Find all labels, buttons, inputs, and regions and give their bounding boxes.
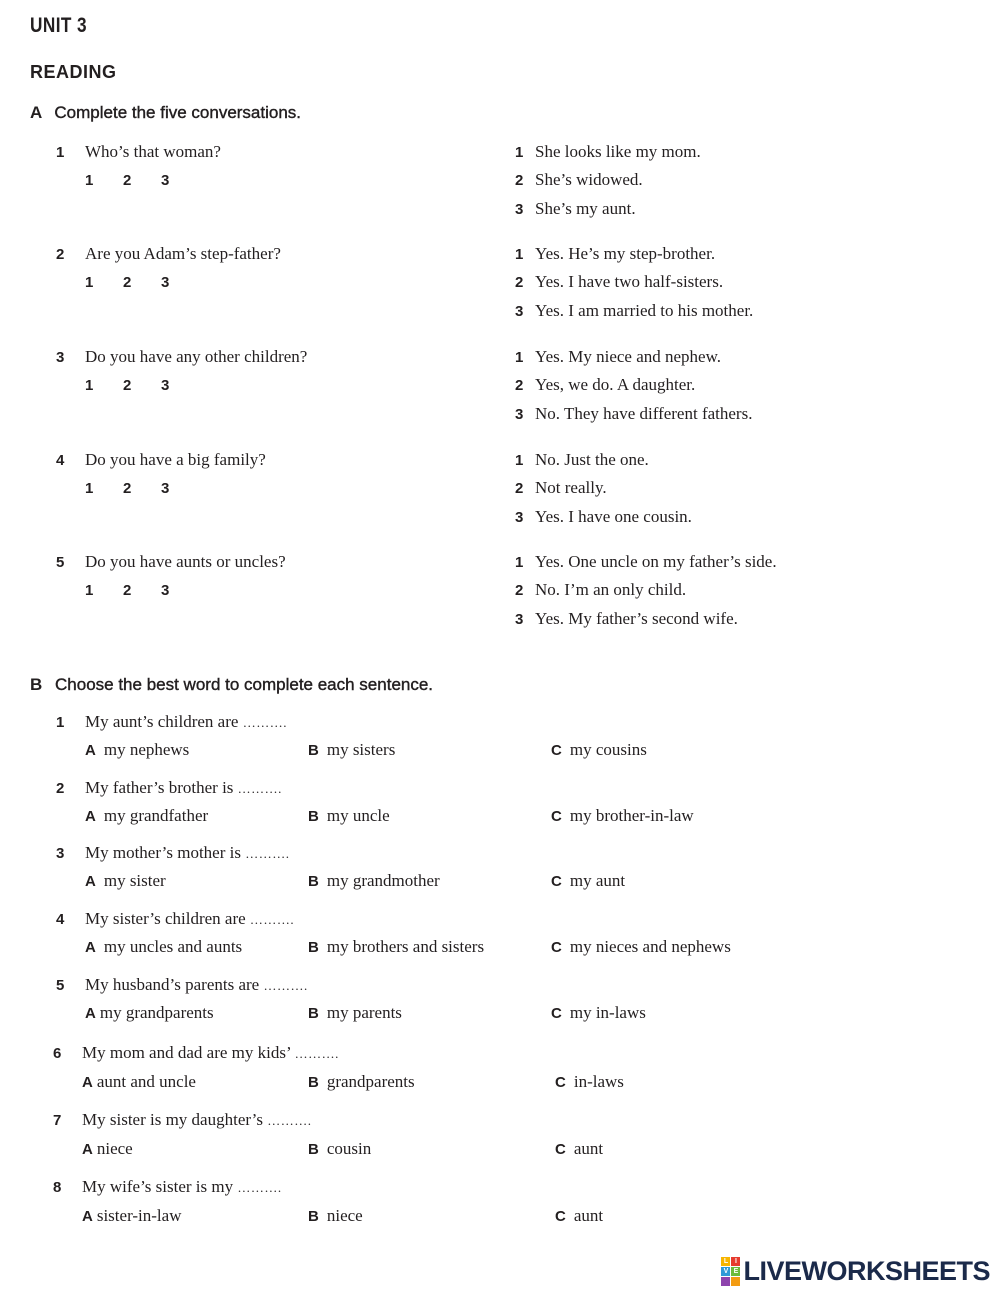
logo-icon bbox=[721, 1257, 740, 1286]
choice-1[interactable]: 1 bbox=[85, 172, 94, 189]
option-a[interactable]: A my grandparents bbox=[85, 1003, 214, 1022]
choice-3[interactable]: 3 bbox=[161, 480, 170, 497]
item-number: 2 bbox=[56, 780, 65, 797]
part-a-heading bbox=[30, 103, 301, 123]
answer-text: Yes. My father’s second wife. bbox=[535, 609, 738, 628]
item-number: 6 bbox=[53, 1045, 62, 1062]
answer-text: No. Just the one. bbox=[535, 450, 649, 469]
blank[interactable]: ………. bbox=[242, 715, 287, 730]
answer-text: Yes. I am married to his mother. bbox=[535, 301, 754, 320]
option-b[interactable]: B my uncle bbox=[308, 806, 390, 825]
option-b[interactable]: B my parents bbox=[308, 1003, 402, 1022]
option-b[interactable]: B grandparents bbox=[308, 1072, 415, 1091]
answer-text: Yes. My niece and nephew. bbox=[535, 347, 722, 366]
option-a[interactable]: A aunt and uncle bbox=[82, 1072, 196, 1091]
option-a[interactable]: A my sister bbox=[85, 871, 166, 890]
answer-number: 3 bbox=[515, 509, 524, 526]
answer-text: She’s my aunt. bbox=[535, 199, 636, 218]
answer-text: No. I’m an only child. bbox=[535, 580, 687, 599]
answer-text: She’s widowed. bbox=[535, 170, 643, 189]
item-number: 3 bbox=[56, 349, 65, 366]
sentence-text: My father’s brother is ………. bbox=[85, 778, 282, 797]
question-text: Who’s that woman? bbox=[85, 142, 221, 161]
answer-text: Yes. I have two half-sisters. bbox=[535, 272, 724, 291]
blank[interactable]: ………. bbox=[294, 1046, 339, 1061]
logo-tile: E bbox=[731, 1267, 740, 1276]
sentence-text: My mother’s mother is ………. bbox=[85, 843, 290, 862]
answer-number: 1 bbox=[515, 349, 524, 366]
answer-number: 2 bbox=[515, 582, 524, 599]
blank[interactable]: ………. bbox=[263, 978, 308, 993]
blank[interactable]: ………. bbox=[245, 846, 290, 861]
item-number: 1 bbox=[56, 714, 65, 731]
logo-tile bbox=[721, 1277, 730, 1286]
part-b-instruction: Choose the best word to complete each sentence. bbox=[55, 675, 434, 694]
sentence-text: My husband’s parents are ………. bbox=[85, 975, 308, 994]
logo-tile: L bbox=[721, 1257, 730, 1266]
answer-text: Yes, we do. A daughter. bbox=[535, 375, 696, 394]
unit-title: UNIT 3 bbox=[30, 14, 88, 37]
sentence-text: My mom and dad are my kids’ ………. bbox=[82, 1043, 339, 1062]
part-b-heading bbox=[30, 675, 433, 695]
answer-text: Yes. I have one cousin. bbox=[535, 507, 692, 526]
sentence-text: My aunt’s children are ………. bbox=[85, 712, 287, 731]
item-number: 5 bbox=[56, 554, 65, 571]
answer-number: 3 bbox=[515, 611, 524, 628]
choice-2[interactable]: 2 bbox=[123, 480, 132, 497]
question-text: Do you have aunts or uncles? bbox=[85, 552, 286, 571]
option-c[interactable]: C my aunt bbox=[551, 871, 626, 890]
option-c[interactable]: C aunt bbox=[555, 1139, 604, 1158]
item-number: 8 bbox=[53, 1179, 62, 1196]
section-title: READING bbox=[30, 62, 117, 82]
option-c[interactable]: C my brother-in-law bbox=[551, 806, 694, 825]
option-b[interactable]: B cousin bbox=[308, 1139, 372, 1158]
choice-2[interactable]: 2 bbox=[123, 582, 132, 599]
item-number: 4 bbox=[56, 911, 65, 928]
choice-numbers bbox=[85, 274, 169, 292]
choice-3[interactable]: 3 bbox=[161, 582, 170, 599]
choice-3[interactable]: 3 bbox=[161, 172, 170, 189]
blank[interactable]: ………. bbox=[267, 1113, 312, 1128]
answer-number: 3 bbox=[515, 406, 524, 423]
blank[interactable]: ………. bbox=[237, 781, 282, 796]
answer-number: 3 bbox=[515, 201, 524, 218]
part-b-letter: B bbox=[30, 675, 43, 694]
choice-numbers bbox=[85, 480, 169, 498]
choice-1[interactable]: 1 bbox=[85, 377, 94, 394]
answer-number: 1 bbox=[515, 554, 524, 571]
item-number: 4 bbox=[56, 452, 65, 469]
logo-tile: I bbox=[731, 1257, 740, 1266]
sentence-text: My sister’s children are ………. bbox=[85, 909, 295, 928]
item-number: 2 bbox=[56, 246, 65, 263]
choice-3[interactable]: 3 bbox=[161, 377, 170, 394]
option-a[interactable]: A my uncles and aunts bbox=[85, 937, 243, 956]
choice-2[interactable]: 2 bbox=[123, 377, 132, 394]
answer-text: Yes. One uncle on my father’s side. bbox=[535, 552, 777, 571]
question-text: Do you have a big family? bbox=[85, 450, 266, 469]
logo-tile: V bbox=[721, 1267, 730, 1276]
choice-numbers bbox=[85, 582, 169, 600]
answer-number: 1 bbox=[515, 452, 524, 469]
option-c[interactable]: C in-laws bbox=[555, 1072, 624, 1091]
logo-text: LIVEWORKSHEETS bbox=[743, 1256, 990, 1286]
answer-text: Yes. He’s my step-brother. bbox=[535, 244, 716, 263]
option-c[interactable]: C my nieces and nephews bbox=[551, 937, 731, 956]
answer-number: 1 bbox=[515, 144, 524, 161]
answer-text: No. They have different fathers. bbox=[535, 404, 753, 423]
item-number: 3 bbox=[56, 845, 65, 862]
choice-1[interactable]: 1 bbox=[85, 274, 94, 291]
liveworksheets-logo bbox=[721, 1256, 990, 1287]
answer-text: She looks like my mom. bbox=[535, 142, 701, 161]
item-number: 1 bbox=[56, 144, 65, 161]
choice-3[interactable]: 3 bbox=[161, 274, 170, 291]
choice-2[interactable]: 2 bbox=[123, 172, 132, 189]
option-c[interactable]: C my cousins bbox=[551, 740, 647, 759]
option-c[interactable]: C aunt bbox=[555, 1206, 604, 1225]
option-b[interactable]: B my brothers and sisters bbox=[308, 937, 485, 956]
option-a[interactable]: A sister-in-law bbox=[82, 1206, 182, 1225]
option-c[interactable]: C my in-laws bbox=[551, 1003, 646, 1022]
sentence-text: My wife’s sister is my ………. bbox=[82, 1177, 282, 1196]
option-b[interactable]: B niece bbox=[308, 1206, 363, 1225]
choice-numbers bbox=[85, 377, 169, 395]
answer-number: 2 bbox=[515, 377, 524, 394]
answer-number: 2 bbox=[515, 274, 524, 291]
part-a-instruction: Complete the five conversations. bbox=[54, 103, 302, 122]
option-a[interactable]: A my nephews bbox=[85, 740, 190, 759]
logo-tile bbox=[731, 1277, 740, 1286]
part-a-letter: A bbox=[30, 103, 42, 122]
item-number: 7 bbox=[53, 1112, 62, 1129]
blank[interactable]: ………. bbox=[249, 912, 295, 927]
option-a[interactable]: A my grandfather bbox=[85, 806, 209, 825]
option-b[interactable]: B my grandmother bbox=[308, 871, 440, 890]
answer-number: 3 bbox=[515, 303, 524, 320]
sentence-text: My sister is my daughter’s ………. bbox=[82, 1110, 312, 1129]
choice-1[interactable]: 1 bbox=[85, 480, 94, 497]
answer-text: Not really. bbox=[535, 478, 607, 497]
option-b[interactable]: B my sisters bbox=[308, 740, 396, 759]
question-text: Do you have any other children? bbox=[85, 347, 308, 366]
choice-1[interactable]: 1 bbox=[85, 582, 94, 599]
choice-2[interactable]: 2 bbox=[123, 274, 132, 291]
item-number: 5 bbox=[56, 977, 65, 994]
answer-number: 2 bbox=[515, 172, 524, 189]
blank[interactable]: ………. bbox=[237, 1180, 282, 1195]
option-a[interactable]: A niece bbox=[82, 1139, 133, 1158]
choice-numbers bbox=[85, 172, 169, 190]
question-text: Are you Adam’s step-father? bbox=[85, 244, 281, 263]
answer-number: 1 bbox=[515, 246, 524, 263]
answer-number: 2 bbox=[515, 480, 524, 497]
